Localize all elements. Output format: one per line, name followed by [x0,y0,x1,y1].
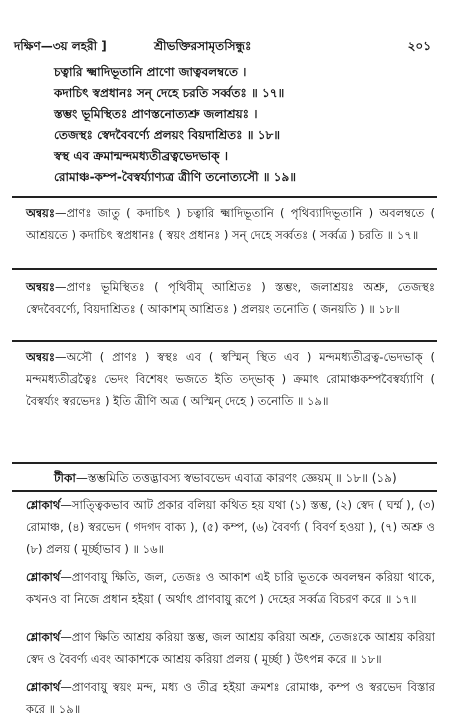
book-title: শ্রীভক্তিরসামৃতসিন্ধুঃ [154,39,252,53]
verse-line: তেজস্থঃ স্বেদবৈবর্ণ্যে প্রলয়ং বিয়দাশ্রিতঃ ॥ ১৮॥ [54,128,281,142]
chapter-heading: দক্ষিণ—৩য় লহরী ] [14,39,107,53]
verse-line: স্তম্ভং ভূমিস্থিতঃ প্রাণস্তনোত্যশ্রু জলাশ্রয়ঃ । [54,107,258,121]
anvaya-term: অন্বয়ঃ [26,280,55,294]
tika-text: —স্তম্ভমিতি তত্তদ্ভাবস্য স্বভাবভেদ এবাত্র কারণং জ্ঞেয়ম্ ॥ ১৮॥ (১৯) [75,471,397,485]
slokartha-term: শ্লোকার্থ [26,498,61,512]
verse-line: কদাচিৎ স্বপ্রধানঃ সন্ দেহে চরতি সর্ব্বতঃ ॥ ১৭॥ [54,86,285,100]
anvaya-text: —অসৌ ( প্রাণঃ ) স্বস্থঃ এব ( স্বস্মিন্ স্থিত এব ) মন্দমধ্যতীব্রত্ব-ভেদভাক্ ( মন্দমধ্যতীব্রত্বৈঃ ভেদং বিশেষং ভজতে ইতি তদ্‌ভাক্ ) ক্রমাৎ রোমাঞ্চকম্পবৈস্বর্য্যাণি ( বৈস্বর্য্যং স্বরভেদঃ ) ইতি ত্রীণি অত্র ( অস্মিন্ দেহে ) তনোতি ॥ ১৯॥ [26,350,435,408]
verse-line: রোমাঞ্চ-কম্প-বৈস্বর্য্যাণ্যত্র ত্রীণি তনোত্যসৌ ॥ ১৯॥ [54,170,297,184]
anvaya-term: অন্বয়ঃ [26,350,55,364]
tika-block [54,468,435,488]
anvaya-term: অন্বয়ঃ [26,206,55,220]
verse-line: স্বস্থ এব ক্রমান্মন্দমধ্যতীব্রত্বভেদভাক্ । [54,149,229,163]
section-divider [12,340,437,342]
anvaya-block [26,346,435,412]
section-divider [12,196,437,198]
verse-line: চত্বারি ক্ষ্মাদিভূতানি প্রাণো জাত্ববলম্বতে । [54,65,247,79]
slokartha-block [26,566,435,610]
anvaya-block [26,202,435,246]
slokartha-block [26,626,435,670]
slokartha-text: —প্রাণবায়ু ক্ষিতি, জল, তেজঃ ও আকাশ এই চারি ভূতকে অবলম্বন করিয়া থাকে, কখনও বা নিজে প্রধান হইয়া ( অর্থাৎ প্রাণবায়ু রূপে ) দেহের সর্ব্বত্র বিচরণ করে ॥ ১৭॥ [26,570,435,606]
slokartha-term: শ্লোকার্থ [26,630,61,644]
sanskrit-verses [54,62,439,188]
slokartha-text: —প্রাণবায়ু স্বয়ং মন্দ, মধ্য ও তীব্র হইয়া ক্রমশঃ রোমাঞ্চ, কম্প ও স্বরভেদ বিস্তার করে ॥ ১৯॥ [26,680,435,716]
section-divider [12,462,437,464]
slokartha-block [26,494,435,560]
anvaya-text: —প্রাণঃ ভূমিস্থিতঃ ( পৃথিবীম্ আশ্রিতঃ ) স্তম্ভং, জলাশ্রয়ঃ অশ্রু, তেজস্থঃ স্বেদবৈবর্ণ্যে, বিয়দাশ্রিতঃ ( আকাশম্ আশ্রিতঃ ) প্রলয়ং তনোতি ( জনয়তি ) ॥ ১৮॥ [26,280,435,316]
anvaya-block [26,276,435,320]
section-divider [12,490,437,492]
tika-term: টীকা [54,471,76,485]
page-number: ২০১ [407,39,431,53]
page-header [14,38,431,58]
slokartha-text: —প্রাণ ক্ষিতি আশ্রয় করিয়া স্তম্ভ, জল আশ্রয় করিয়া অশ্রু, তেজঃকে আশ্রয় করিয়া স্বেদ ও বৈবর্ণ্য এবং আকাশকে আশ্রয় করিয়া প্রলয় ( মূর্চ্ছা ) উৎপন্ন করে ॥ ১৮॥ [26,630,435,666]
slokartha-term: শ্লোকার্থ [26,680,61,694]
slokartha-text: —সাত্ত্বিকভাব আট প্রকার বলিয়া কথিত হয় যথা (১) স্তম্ভ, (২) স্বেদ ( ঘর্ম্ম ), (৩) রোমাঞ্চ, (৪) স্বরভেদ ( গদগদ বাক্য ), (৫) কম্প, (৬) বৈবর্ণ্য ( বিবর্ণ হওয়া ), (৭) অশ্রু ও (৮) প্রলয় ( মূর্চ্ছাভাব ) ॥ ১৬॥ [26,498,435,556]
slokartha-term: শ্লোকার্থ [26,570,61,584]
section-divider [12,268,437,270]
slokartha-block [26,676,435,720]
anvaya-text: —প্রাণঃ জাতু ( কদাচিৎ ) চত্বারি ক্ষ্মাদিভূতানি ( পৃথিব্যাদিভূতানি ) অবলম্বতে ( আশ্রয়তে ) কদাচিৎ স্বপ্রধানঃ ( স্বয়ং প্রধানঃ ) সন্ দেহে সর্ব্বতঃ ( সর্ব্বত্র ) চরতি ॥ ১৭॥ [26,206,435,242]
